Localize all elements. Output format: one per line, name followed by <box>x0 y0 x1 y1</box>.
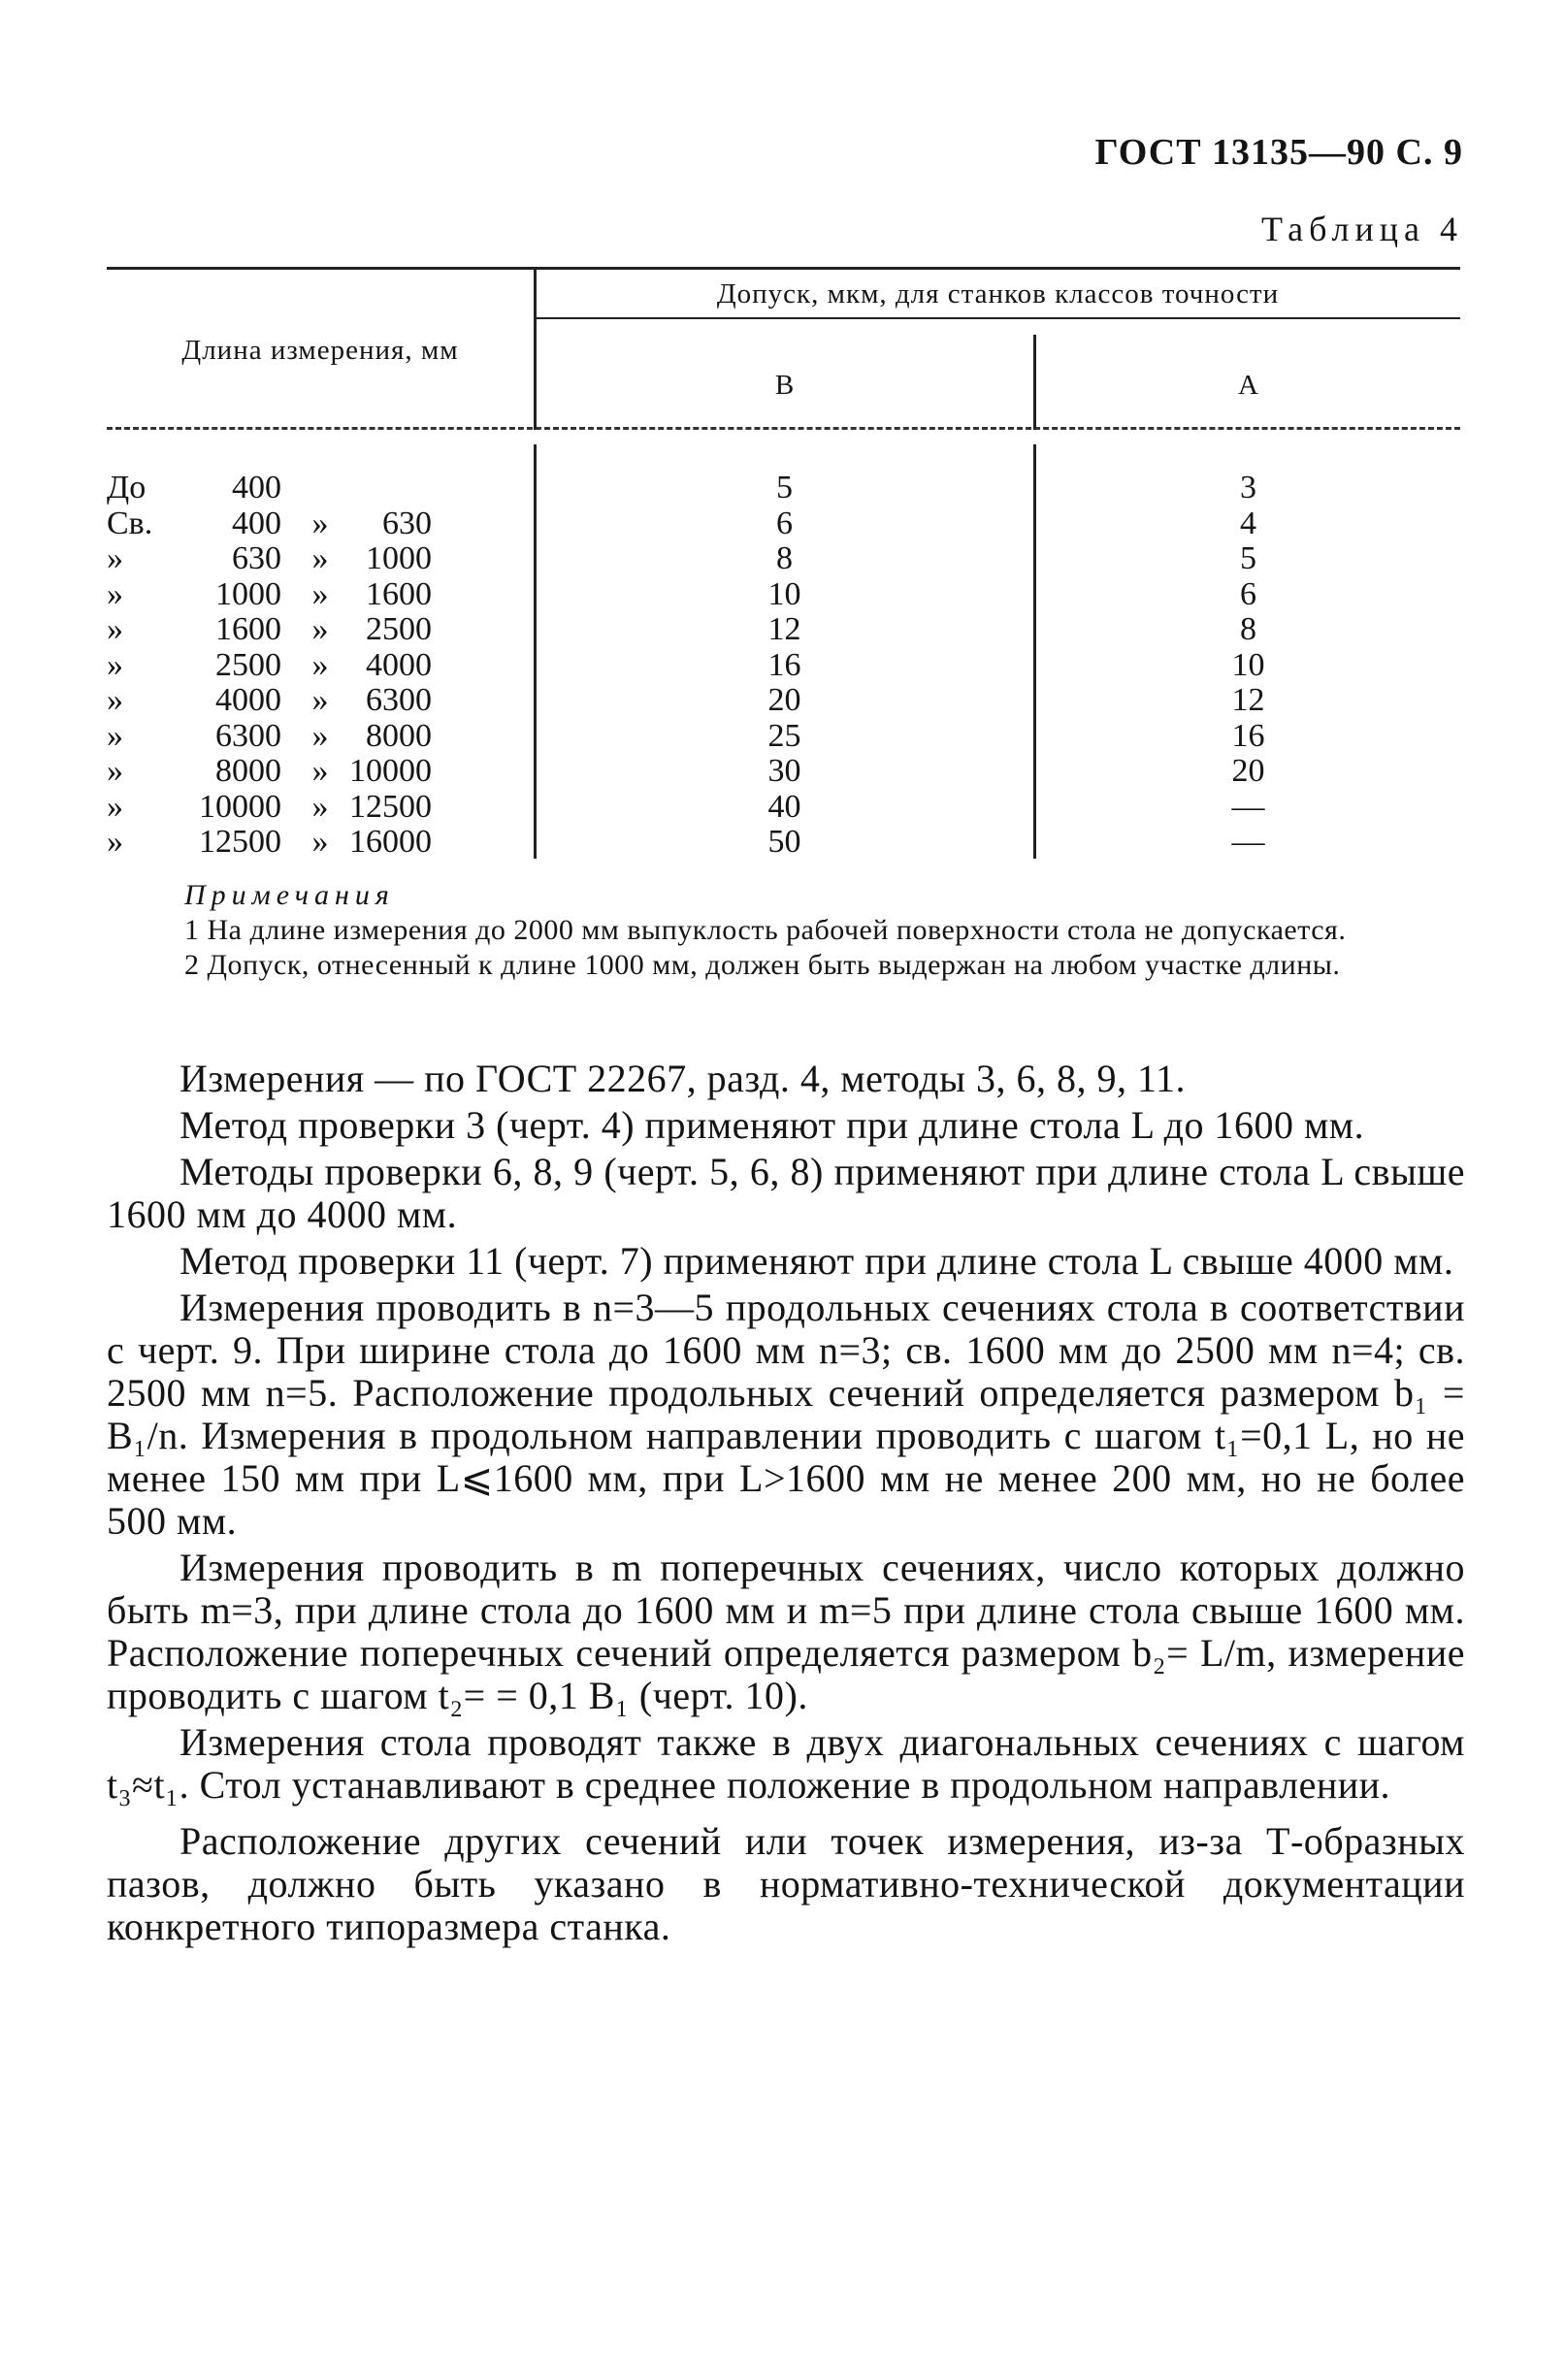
header-tolerance: Допуск, мкм, для станков классов точности <box>716 278 1280 310</box>
length-from-value: 630 <box>232 540 281 576</box>
length-to-prefix: » <box>311 505 329 541</box>
length-from-value: 1000 <box>215 575 281 612</box>
table-row <box>107 754 1460 790</box>
length-to-prefix: » <box>311 717 329 754</box>
note-item: 2 Допуск, отнесенный к длине 1000 мм, должен быть выдержан на любом участке длины. <box>184 949 1341 981</box>
note-item: 1 На длине измерения до 2000 мм выпуклость рабочей поверхности стола не допускается. <box>184 914 1347 946</box>
table-row <box>107 612 1460 648</box>
paragraph: Измерения — по ГОСТ 22267, разд. 4, методы 3, 6, 8, 9, 11. <box>179 1057 1186 1100</box>
length-to-value: 16000 <box>349 824 432 860</box>
table-row <box>107 825 1460 861</box>
paragraph: Метод проверки 11 (черт. 7) применяют при длине стола L свыше 4000 мм. <box>179 1239 1454 1283</box>
length-from-prefix: » <box>107 575 123 612</box>
length-to-value: 8000 <box>366 717 432 754</box>
length-to-value: 2500 <box>366 611 432 647</box>
length-to-value: 4000 <box>366 646 432 683</box>
length-to-prefix: » <box>311 824 329 860</box>
length-to-prefix: » <box>311 611 329 647</box>
table-row <box>107 683 1460 719</box>
length-to-value: 6300 <box>366 682 432 718</box>
tolerance-class-a: 5 <box>1240 540 1256 576</box>
tolerance-class-a: 4 <box>1240 505 1256 541</box>
table-row <box>107 577 1460 613</box>
header-class-b: В <box>774 370 795 401</box>
length-to-prefix: » <box>311 540 329 576</box>
paragraph: Метод проверки 3 (черт. 4) применяют при длине стола L до 1600 мм. <box>179 1103 1365 1147</box>
table-header-rule <box>107 427 1460 430</box>
tolerance-class-b: 50 <box>767 824 801 860</box>
table-row <box>107 541 1460 577</box>
length-from-prefix: » <box>107 753 123 789</box>
table-row <box>107 648 1460 684</box>
notes <box>107 878 1465 983</box>
tolerance-class-a: 6 <box>1240 575 1256 612</box>
header-length: Длина измерения, мм <box>181 335 459 366</box>
length-from-value: 400 <box>232 470 281 505</box>
tolerance-class-a: 8 <box>1240 611 1256 647</box>
tolerance-table <box>107 267 1460 859</box>
tolerance-class-b: 5 <box>776 470 793 505</box>
table-subheader-rule <box>536 317 1460 319</box>
tolerance-class-b: 6 <box>776 505 793 541</box>
length-to-prefix: » <box>311 575 329 612</box>
tolerance-class-b: 40 <box>767 788 801 825</box>
table-top-rule <box>107 267 1460 270</box>
length-to-value: 630 <box>382 505 432 541</box>
length-to-prefix: » <box>311 753 329 789</box>
tolerance-class-b: 10 <box>767 575 801 612</box>
length-to-value: 12500 <box>349 788 432 825</box>
tolerance-class-b: 30 <box>767 753 801 789</box>
length-from-value: 12500 <box>199 824 281 860</box>
length-to-value: 1600 <box>366 575 432 612</box>
length-to-prefix: » <box>311 682 329 718</box>
table-body <box>107 471 1460 861</box>
length-from-prefix: » <box>107 717 123 754</box>
length-from-prefix: » <box>107 646 123 683</box>
paragraph: Измерения стола проводят также в двух диагональных сечениях с шагом t₃≈t₁. Стол устанавливают в среднее положение в продольном направлении. <box>107 1720 1465 1807</box>
table-label: Таблица 4 <box>1261 210 1463 248</box>
paragraph: Измерения проводить в m поперечных сечениях, число которых должно быть m=3, при длине стола до 1600 мм и m=5 при длине стола свыше 1600 мм. Расположение поперечных сечений определяется размером b₂= L/m, измерение проводить с шагом t₂= = 0,1 B₁ (черт. 10). <box>107 1546 1465 1717</box>
length-from-value: 8000 <box>215 753 281 789</box>
table-row <box>107 790 1460 826</box>
tolerance-class-a: 20 <box>1231 753 1265 789</box>
page-header: ГОСТ 13135—90 С. 9 <box>1094 132 1463 173</box>
table-row <box>107 506 1460 542</box>
length-from-prefix: » <box>107 611 123 647</box>
tolerance-class-a: 12 <box>1231 682 1265 718</box>
notes-title: Примечания <box>184 879 395 911</box>
length-from-prefix: » <box>107 682 123 718</box>
length-to-value: 10000 <box>349 753 432 789</box>
length-to-value: 1000 <box>366 540 432 576</box>
length-to-prefix: » <box>311 788 329 825</box>
length-to-prefix: » <box>311 646 329 683</box>
tolerance-class-a: 3 <box>1240 470 1256 505</box>
length-from-value: 400 <box>232 505 281 541</box>
length-from-value: 4000 <box>215 682 281 718</box>
length-from-value: 6300 <box>215 717 281 754</box>
length-from-value: 10000 <box>199 788 281 825</box>
length-from-prefix: » <box>107 540 123 576</box>
length-from-prefix: До <box>107 470 147 505</box>
body-text <box>107 1058 1465 1952</box>
tolerance-class-b: 25 <box>767 717 801 754</box>
tolerance-class-b: 16 <box>767 646 801 683</box>
length-from-value: 1600 <box>215 611 281 647</box>
tolerance-class-a: 16 <box>1231 717 1265 754</box>
tolerance-class-a: 10 <box>1231 646 1265 683</box>
length-from-prefix: » <box>107 824 123 860</box>
paragraph: Измерения проводить в n=3—5 продольных сечениях стола в соответствии с черт. 9. При ширине стола до 1600 мм n=3; св. 1600 мм до 2500 мм n=4; св. 2500 мм n=5. Расположение продольных сечений определяется размером b₁ = B₁/n. Измерения в продольном направлении проводить с шагом t₁=0,1 L, но не менее 150 мм при L⩽1600 мм, при L>1600 мм не менее 200 мм, но не более 500 мм. <box>107 1286 1465 1543</box>
length-from-value: 2500 <box>215 646 281 683</box>
table-row <box>107 719 1460 755</box>
table-row <box>107 471 1460 506</box>
length-from-prefix: » <box>107 788 123 825</box>
tolerance-class-b: 12 <box>767 611 801 647</box>
length-from-prefix: Св. <box>107 505 153 541</box>
paragraph: Методы проверки 6, 8, 9 (черт. 5, 6, 8) применяют при длине стола L свыше 1600 мм до 4000 мм. <box>107 1150 1465 1236</box>
tolerance-class-b: 20 <box>767 682 801 718</box>
header-class-a: А <box>1238 370 1258 401</box>
tolerance-class-a: — <box>1231 824 1265 860</box>
paragraph: Расположение других сечений или точек измерения, из-за Т-образных пазов, должно быть указано в нормативно-технической документации конкретного типоразмера станка. <box>107 1819 1465 1948</box>
tolerance-class-a: — <box>1231 788 1265 825</box>
tolerance-class-b: 8 <box>776 540 793 576</box>
